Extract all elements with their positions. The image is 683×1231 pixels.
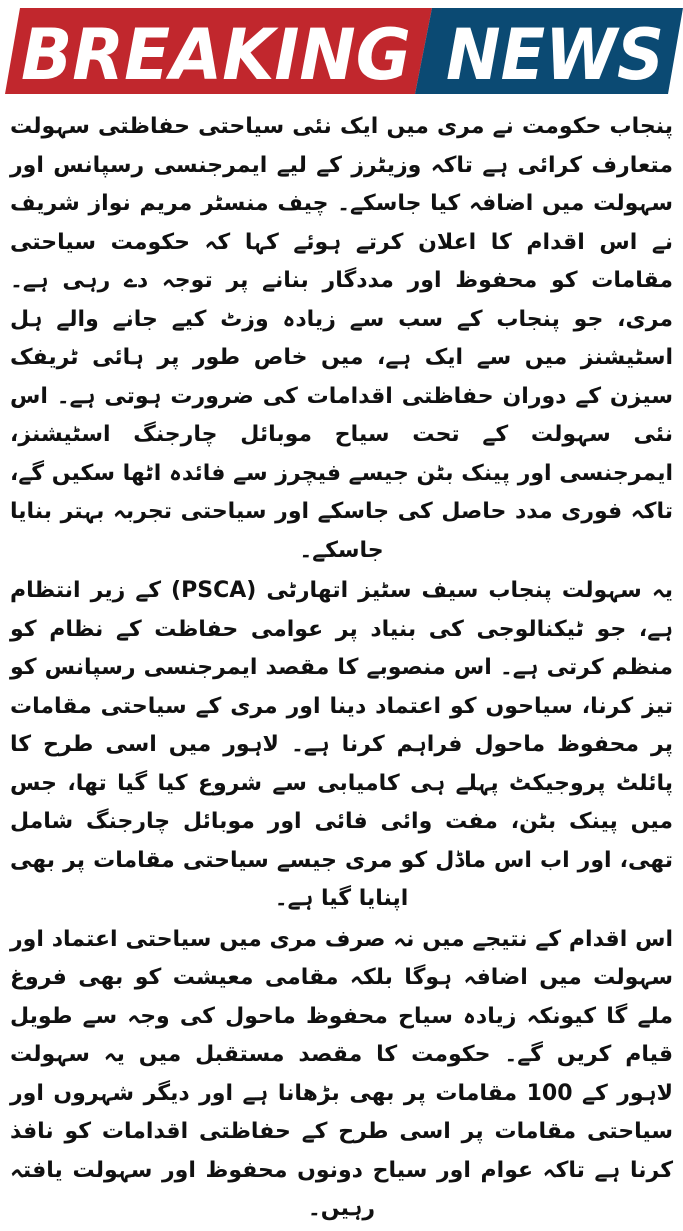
breaking-news-graphic [0, 0, 683, 100]
banner-word-news: NEWS [446, 14, 664, 96]
article-paragraph-3: اس اقدام کے نتیجے میں نہ صرف مری میں سیاحتی اعتماد اور سہولت میں اضافہ ہوگا بلکہ مقامی معیشت کو بھی فروغ ملے گا کیونکہ زیادہ سیاح محفوظ ماحول کی وجہ سے طویل قیام کریں گے۔ حکومت کا مقصد مستقبل میں یہ سہولت لاہور کے 100 مقامات پر بھی بڑھانا ہے اور دیگر شہروں اور سیاحتی مقامات پر اسی طرح کے حفاظتی اقدامات کو نافذ کرنا ہے تاکہ عوام اور سیاح دونوں محفوظ اور سہولت یافتہ رہیں۔ [10, 926, 673, 1221]
breaking-news-banner [0, 0, 683, 100]
article-paragraph-2: یہ سہولت پنجاب سیف سٹیز اتھارٹی (PSCA) کے زیر انتظام ہے، جو ٹیکنالوجی کی بنیاد پر عوامی حفاظت کے نظام کو منظم کرتی ہے۔ اس منصوبے کا مقصد ایمرجنسی رسپانس کو تیز کرنا، سیاحوں کو اعتماد دینا اور مری کے سیاحتی مقامات پر محفوظ ماحول فراہم کرنا ہے۔ لاہور میں اسی طرح کا پائلٹ پروجیکٹ پہلے ہی کامیابی سے شروع کیا گیا تھا، جس میں پینک بٹن، مفت وائی فائی اور موبائل چارجنگ شامل تھی، اور اب اس ماڈل کو مری جیسے سیاحتی مقامات پر بھی اپنایا گیا ہے۔ [10, 578, 673, 911]
banner-word-breaking: BREAKING [21, 14, 411, 96]
article-body [10, 108, 673, 1231]
article-paragraph-1: پنجاب حکومت نے مری میں ایک نئی سیاحتی حفاظتی سہولت متعارف کرائی ہے تاکہ وزیٹرز کے لیے ایمرجنسی رسپانس اور سہولت میں اضافہ کیا جاسکے۔ چیف منسٹر مریم نواز شریف نے اس اقدام کا اعلان کرتے ہوئے کہا کہ حکومت سیاحتی مقامات کو محفوظ اور مددگار بنانے پر توجہ دے رہی ہے۔ مری، جو پنجاب کے سب سے زیادہ وزٹ کیے جانے والے ہل اسٹیشنز میں سے ایک ہے، میں خاص طور پر ہائی ٹریفک سیزن کے دوران حفاظتی اقدامات کی ضرورت ہوتی ہے۔ اس نئی سہولت کے تحت سیاح موبائل چارجنگ اسٹیشنز، ایمرجنسی اور پینک بٹن جیسے فیچرز سے فائدہ اٹھا سکیں گے، تاکہ فوری مدد حاصل کی جاسکے اور سیاحتی تجربہ بہتر بنایا جاسکے۔ [10, 114, 673, 563]
